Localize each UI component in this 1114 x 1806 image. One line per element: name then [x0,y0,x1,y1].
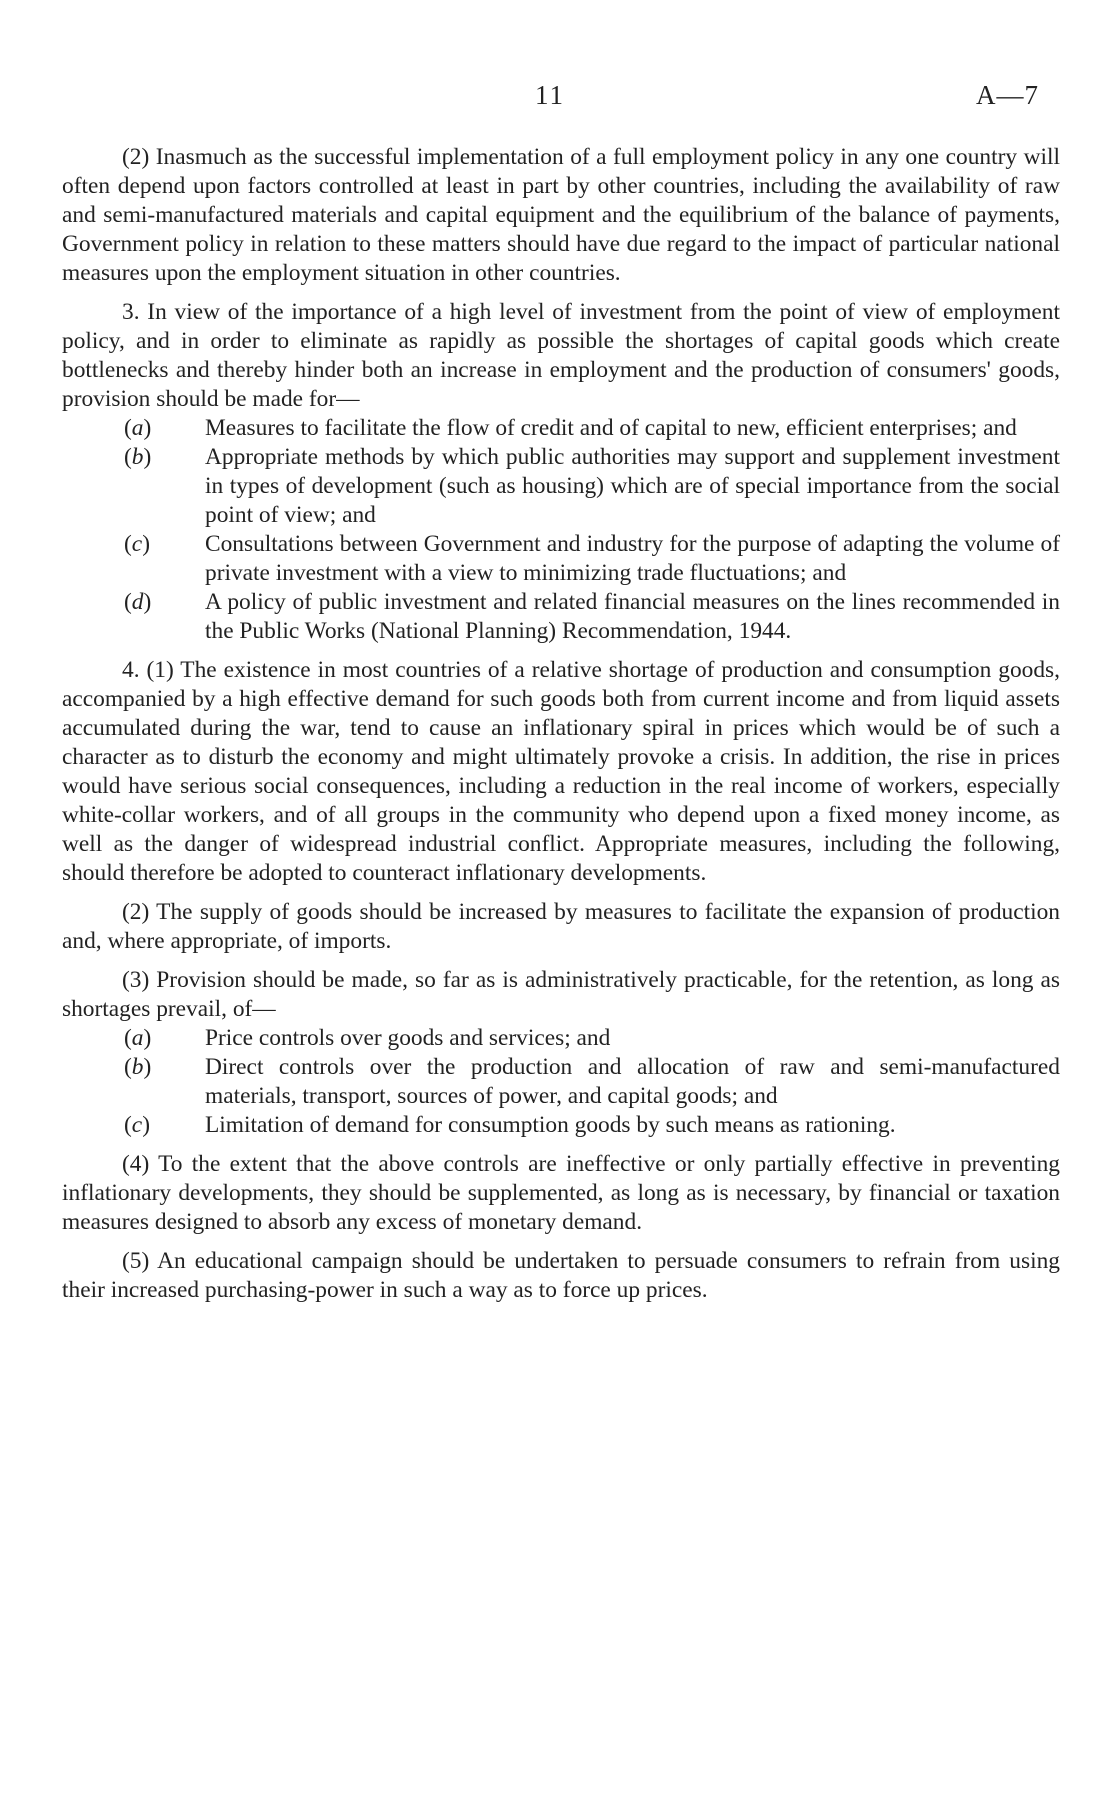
list-label: (d) [124,589,152,615]
list-item-text: Direct controls over the production and allocation of raw and semi-manufactured materials, transport, sources of power, and capital goods; and [205,1054,1060,1109]
paragraph-4-3: (3) Provision should be made, so far as is administratively practicable, for the retention, as long as shortages prevail, of— [62,967,1060,1022]
page-number: 11 [535,80,565,110]
list-label: (c) [124,1112,150,1138]
list-item-text: A policy of public investment and related financial measures on the lines recommended in the Public Works (National Planning) Recommendation, 1944. [205,589,1060,644]
paragraph-3: 3. In view of the importance of a high level of investment from the point of view of employment policy, and in order to eliminate as rapidly as possible the shortages of capital goods which create bottlenecks and thereby hinder both an increase in employment and the production of consumers' goods, provision should be made for— [62,299,1060,412]
page-header [0,80,1114,120]
list-item-text: Appropriate methods by which public authorities may support and supplement investment in types of development (such as housing) which are of special importance from the social point of view; and [205,444,1060,528]
list-label: (b) [124,1054,152,1080]
list-item-4-3a [62,1024,1060,1053]
paragraph-4-5: (5) An educational campaign should be undertaken to persuade consumers to refrain from using their increased purchasing-power in such a way as to force up prices. [62,1248,1060,1303]
document-body [62,143,1060,1305]
paragraph-4-1: 4. (1) The existence in most countries of a relative shortage of production and consumption goods, accompanied by a high effective demand for such goods both from current income and from liquid assets accumulated during the war, tend to cause an inflationary spiral in prices which would be of such a character as to disturb the economy and might ultimately provoke a crisis. In addition, the rise in prices would have serious social consequences, including a reduction in the real income of workers, especially white-collar workers, and of all groups in the community who depend upon a fixed money income, as well as the danger of widespread industrial conflict. Appropriate measures, including the following, should therefore be adopted to counteract inflationary developments. [62,657,1060,886]
list-label: (a) [124,415,152,441]
list-item-text: Limitation of demand for consumption goods by such means as rationing. [205,1112,896,1138]
paragraph-4-2: (2) The supply of goods should be increased by measures to facilitate the expansion of production and, where appropriate, of imports. [62,899,1060,954]
list-label: (a) [124,1025,152,1051]
paragraph-4-4: (4) To the extent that the above controls are ineffective or only partially effective in preventing inflationary developments, they should be supplemented, as long as is necessary, by financial or taxation measures designed to absorb any excess of monetary demand. [62,1151,1060,1235]
paragraph-2-2: (2) Inasmuch as the successful implementation of a full employment policy in any one country will often depend upon factors controlled at least in part by other countries, including the availability of raw and semi-manufactured materials and capital equipment and the equilibrium of the balance of payments, Government policy in relation to these matters should have due regard to the impact of particular national measures upon the employment situation in other countries. [62,144,1060,286]
list-item-text: Consultations between Government and industry for the purpose of adapting the volume of private investment with a view to minimizing trade fluctuations; and [205,531,1060,586]
list-item-3d [62,588,1060,646]
list-item-4-3b [62,1053,1060,1111]
list-item-text: Price controls over goods and services; and [205,1025,611,1051]
list-item-3c [62,530,1060,588]
list-item-4-3c [62,1111,1060,1140]
list-item-3a [62,414,1060,443]
list-label: (c) [124,531,150,557]
list-item-text: Measures to facilitate the flow of credit and of capital to new, efficient enterprises; and [205,415,1017,441]
list-item-3b [62,443,1060,530]
document-reference: A—7 [976,80,1039,110]
list-label: (b) [124,444,152,470]
